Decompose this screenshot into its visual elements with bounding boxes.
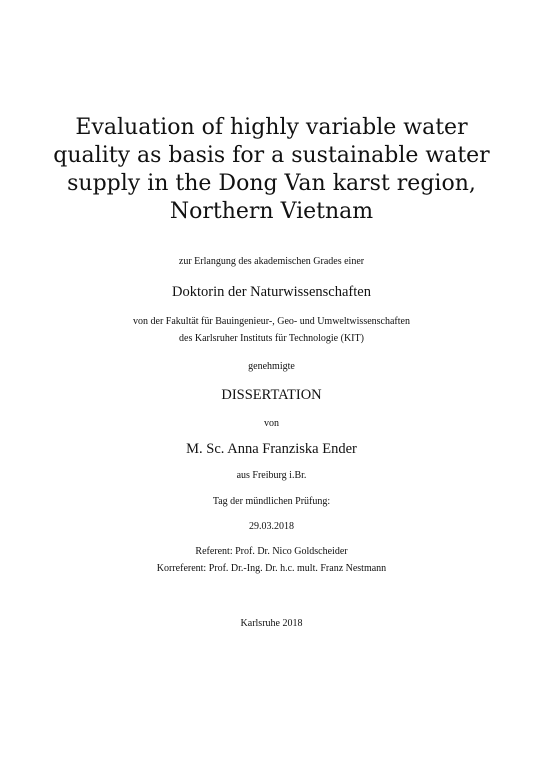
author-origin: aus Freiburg i.Br.: [236, 470, 307, 481]
dissertation-title: [0, 114, 543, 226]
title-line-1: Evaluation of highly variable water: [75, 115, 468, 140]
document-type: DISSERTATION: [221, 387, 322, 403]
faculty-line-1: von der Fakultät für Bauingenieur-, Geo- und Umweltwissenschaften: [133, 316, 410, 327]
degree-name: Doktorin der Naturwissenschaften: [172, 284, 371, 300]
approved-text: genehmigte: [248, 361, 295, 372]
faculty-line-2: des Karlsruher Instituts für Technologie (KIT): [179, 333, 364, 344]
title-line-4: Northern Vietnam: [169, 199, 374, 224]
place-year: Karlsruhe 2018: [240, 618, 303, 629]
exam-label: Tag der mündlichen Prüfung:: [212, 496, 331, 507]
title-line-2: quality as basis for a sustainable water: [53, 143, 490, 168]
title-line-3: supply in the Dong Van karst region,: [67, 171, 476, 196]
referee: Referent: Prof. Dr. Nico Goldscheider: [195, 546, 348, 557]
by-text: von: [264, 418, 279, 429]
co-referee: Korreferent: Prof. Dr.-Ing. Dr. h.c. mult. Franz Nestmann: [156, 563, 387, 574]
author-name: M. Sc. Anna Franziska Ender: [186, 441, 357, 457]
purpose-text: zur Erlangung des akademischen Grades einer: [178, 256, 365, 267]
exam-date: 29.03.2018: [249, 521, 294, 532]
